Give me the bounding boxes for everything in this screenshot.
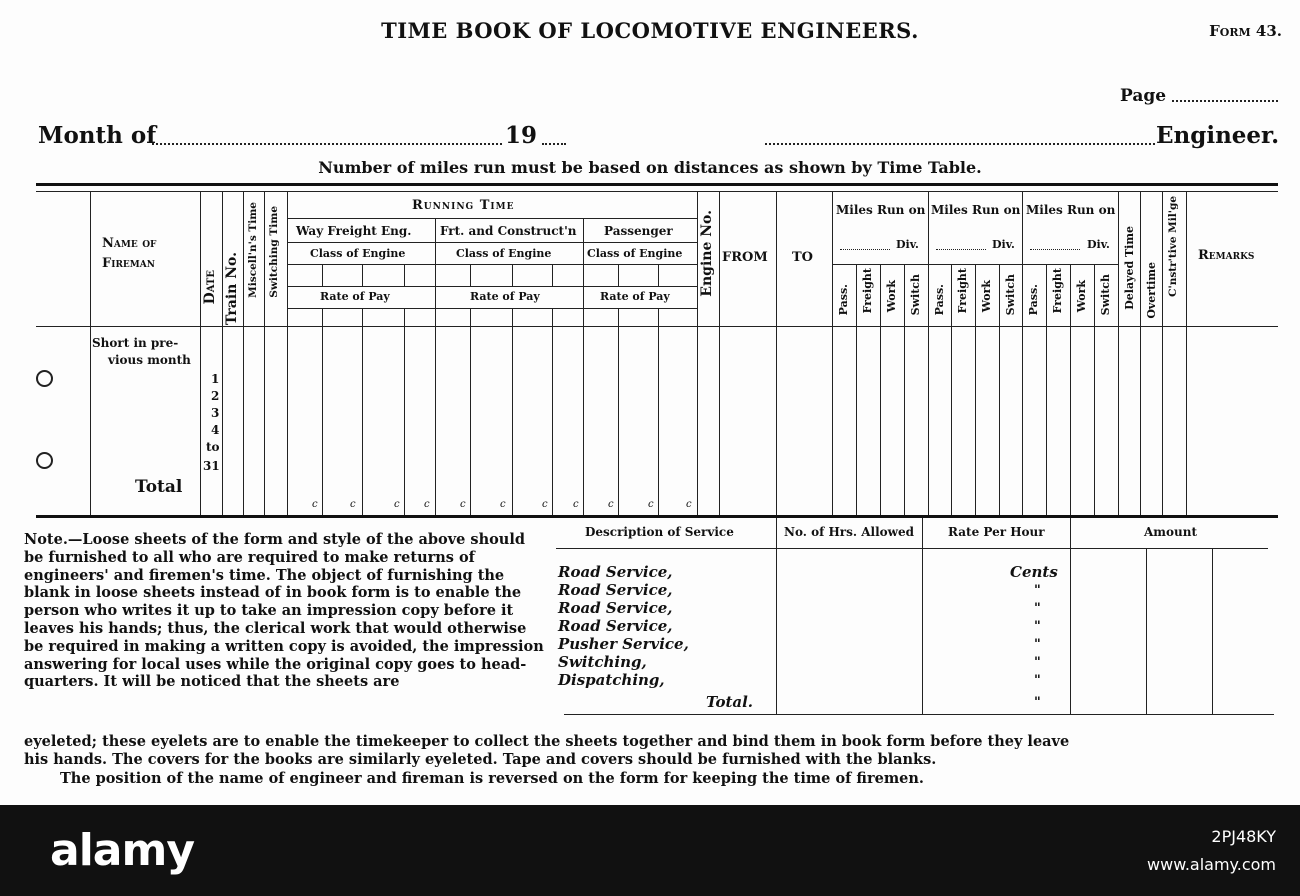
- service-col-line: [1070, 518, 1071, 714]
- switching-time-header: Switching Time: [268, 206, 280, 298]
- engine-no-header: Engine No.: [699, 210, 715, 297]
- brand-logo: alamy: [50, 825, 194, 876]
- service-col-line: [1212, 548, 1213, 714]
- train-no-header: Train No.: [224, 252, 240, 325]
- div-blank[interactable]: [936, 248, 986, 250]
- miles-run-on-header: Miles Run on: [1026, 203, 1116, 217]
- note-continuation: eyeleted; these eyelets are to enable the timekeeper to collect the sheets together and bind them in book form before they leave: [24, 733, 1070, 750]
- sub-line: [658, 308, 659, 515]
- watermark-footer: [0, 805, 1300, 896]
- ditto-mark: ": [1034, 695, 1041, 710]
- year-prefix: 19: [505, 122, 538, 149]
- div-label: Div.: [896, 238, 919, 251]
- constructive-mileage-header: C'nstr'tive Mil'ge: [1167, 196, 1179, 297]
- rate-of-pay: Rate of Pay: [600, 290, 670, 303]
- ditto-mark: ": [1034, 619, 1041, 634]
- col-line: [776, 191, 777, 515]
- running-time-rule: [287, 218, 697, 219]
- miles-run-on-header: Miles Run on: [931, 203, 1021, 217]
- miles-run-on-header: Miles Run on: [836, 203, 926, 217]
- cent-mark: c: [394, 499, 400, 510]
- engineer-blank[interactable]: [765, 143, 1155, 145]
- day-number: 2: [211, 389, 220, 403]
- col-line: [1118, 191, 1119, 515]
- ditto-mark: ": [1034, 655, 1041, 670]
- miles-col-switch: Switch: [909, 274, 922, 316]
- sub-line: [322, 264, 323, 286]
- month-label: Month of: [38, 122, 157, 149]
- service-col-line: [776, 518, 777, 714]
- short-in-previous-label-2: vious month: [108, 353, 191, 367]
- table-bottom-rule: [36, 515, 1278, 518]
- col-line: [1094, 264, 1095, 515]
- table-top-rule: [36, 183, 1278, 186]
- group-name: Way Freight Eng.: [296, 224, 412, 238]
- div-blank[interactable]: [840, 248, 890, 250]
- form-number: Form 43.: [1209, 22, 1282, 40]
- short-in-previous-label: Short in pre-: [92, 336, 179, 350]
- cent-mark: c: [424, 499, 430, 510]
- sub-line: [552, 264, 553, 286]
- ditto-mark: ": [1034, 637, 1041, 652]
- miles-col-freight: Freight: [956, 268, 969, 314]
- cents-label: Cents: [1010, 563, 1058, 581]
- cent-mark: c: [542, 499, 548, 510]
- col-line: [90, 191, 91, 515]
- site-url: www.alamy.com: [1147, 855, 1276, 874]
- running-time-header: Running Time: [412, 198, 515, 213]
- col-line: [1022, 191, 1023, 515]
- rate-rule: [287, 308, 697, 309]
- cent-mark: c: [573, 499, 579, 510]
- service-col-line: [1146, 548, 1147, 714]
- sub-line: [512, 264, 513, 286]
- group-name: Passenger: [604, 224, 673, 238]
- group-rule: [287, 242, 697, 243]
- engineer-label: Engineer.: [1156, 122, 1280, 149]
- date-header: Date: [202, 270, 218, 305]
- service-row: Pusher Service,: [558, 635, 689, 653]
- col-line: [719, 191, 720, 515]
- note-continuation-2: his hands. The covers for the books are similarly eyeleted. Tape and covers should be furnished with the blanks.: [24, 751, 937, 768]
- delayed-time-header: Delayed Time: [1123, 226, 1136, 310]
- class-of-engine: Class of Engine: [310, 247, 406, 260]
- class-of-engine: Class of Engine: [456, 247, 552, 260]
- ditto-mark: ": [1034, 673, 1041, 688]
- sub-line: [512, 308, 513, 515]
- col-line: [832, 191, 833, 515]
- service-row: Road Service,: [558, 617, 673, 635]
- binding-hole: [36, 452, 53, 469]
- col-line: [243, 191, 244, 515]
- miles-col-switch: Switch: [1099, 274, 1112, 316]
- total-label: Total: [135, 477, 183, 497]
- page-blank[interactable]: [1172, 100, 1278, 102]
- remarks-header: Remarks: [1198, 248, 1255, 263]
- div-label: Div.: [1087, 238, 1110, 251]
- cent-mark: c: [500, 499, 506, 510]
- sub-line: [618, 264, 619, 286]
- sub-line: [618, 308, 619, 515]
- cent-mark: c: [350, 499, 356, 510]
- group-name: Frt. and Construct'n: [440, 224, 577, 238]
- service-header-amount: Amount: [1144, 525, 1198, 539]
- div-label: Div.: [992, 238, 1015, 251]
- sub-line: [362, 308, 363, 515]
- sub-line: [362, 264, 363, 286]
- cent-mark: c: [608, 499, 614, 510]
- service-row: Road Service,: [558, 581, 673, 599]
- col-line: [1186, 191, 1187, 515]
- col-line: [975, 264, 976, 515]
- service-header-rate: Rate Per Hour: [948, 525, 1045, 539]
- class-rule: [287, 264, 697, 265]
- miles-sub-rule: [832, 264, 1118, 265]
- cent-mark: c: [460, 499, 466, 510]
- day-number: 4: [211, 423, 220, 437]
- col-line: [697, 191, 698, 515]
- class-values-rule: [287, 286, 697, 287]
- service-row: Road Service,: [558, 563, 673, 581]
- miles-col-work: Work: [1075, 280, 1088, 313]
- col-line: [200, 191, 201, 515]
- cent-mark: c: [312, 499, 318, 510]
- col-line: [1070, 264, 1071, 515]
- binding-hole: [36, 370, 53, 387]
- col-line: [583, 218, 584, 515]
- cent-mark: c: [648, 499, 654, 510]
- col-line: [435, 218, 436, 515]
- sub-line: [658, 264, 659, 286]
- service-header-rule: [556, 548, 1268, 549]
- service-header-hours: No. of Hrs. Allowed: [784, 525, 915, 539]
- service-header-description: Description of Service: [585, 525, 734, 539]
- day-number: 31: [203, 459, 220, 473]
- col-line: [928, 191, 929, 515]
- fireman-header: Name of: [102, 236, 157, 251]
- overtime-header: Overtime: [1145, 262, 1158, 319]
- col-line: [951, 264, 952, 515]
- miles-col-work: Work: [885, 280, 898, 313]
- miles-col-pass: Pass.: [1027, 284, 1040, 316]
- col-line: [999, 264, 1000, 515]
- form-title: TIME BOOK OF LOCOMOTIVE ENGINEERS.: [381, 18, 919, 43]
- service-col-line: [922, 518, 923, 714]
- fireman-header-2: Fireman: [102, 256, 155, 271]
- col-line: [1162, 191, 1163, 515]
- service-row: Road Service,: [558, 599, 673, 617]
- service-row: Dispatching,: [558, 671, 665, 689]
- col-line: [904, 264, 905, 515]
- rate-of-pay: Rate of Pay: [470, 290, 540, 303]
- month-blank[interactable]: [152, 143, 502, 145]
- miles-col-work: Work: [980, 280, 993, 313]
- subtitle: Number of miles run must be based on distances as shown by Time Table.: [318, 158, 982, 177]
- sub-line: [470, 264, 471, 286]
- cent-mark: c: [686, 499, 692, 510]
- col-line: [222, 191, 223, 515]
- miles-col-pass: Pass.: [837, 284, 850, 316]
- service-total-label: Total.: [706, 693, 754, 711]
- note-paragraph: Note.—Loose sheets of the form and style of the above should be furnished to all who are required to make returns of engineers' and firemen's time. The object of furnishing the blank in loose sheets instead of in book form is to enable the person who writes it up to take an impression copy before it leaves his hands; thus, the clerical work that would otherwise be required in making a written copy is avoided, the impression answering for local uses while the original copy goes to head-quarters. It will be noticed that the sheets are: [24, 531, 544, 691]
- miles-col-switch: Switch: [1004, 274, 1017, 316]
- page-label: Page: [1120, 86, 1167, 106]
- class-of-engine: Class of Engine: [587, 247, 683, 260]
- miles-col-pass: Pass.: [933, 284, 946, 316]
- image-id: 2PJ48KY: [1211, 827, 1276, 846]
- col-line: [287, 191, 288, 515]
- day-number: to: [206, 440, 220, 454]
- sub-line: [404, 308, 405, 515]
- sub-line: [404, 264, 405, 286]
- col-line: [1140, 191, 1141, 515]
- note-final-line: The position of the name of engineer and fireman is reversed on the form for keeping the time of firemen.: [60, 770, 924, 787]
- day-number: 3: [211, 406, 220, 420]
- ditto-mark: ": [1034, 583, 1041, 598]
- ditto-mark: ": [1034, 601, 1041, 616]
- service-bottom-rule: [564, 714, 1274, 715]
- miles-col-freight: Freight: [861, 268, 874, 314]
- sub-line: [470, 308, 471, 515]
- sub-line: [322, 308, 323, 515]
- col-line: [856, 264, 857, 515]
- service-row: Switching,: [558, 653, 647, 671]
- col-line: [880, 264, 881, 515]
- rate-of-pay: Rate of Pay: [320, 290, 390, 303]
- miles-col-freight: Freight: [1051, 268, 1064, 314]
- col-line: [264, 191, 265, 515]
- day-number: 1: [211, 372, 220, 386]
- div-blank[interactable]: [1030, 248, 1080, 250]
- miscell-time-header: Miscell'n's Time: [247, 202, 259, 298]
- to-header: TO: [792, 250, 813, 265]
- sub-line: [552, 308, 553, 515]
- year-blank[interactable]: [542, 143, 566, 145]
- col-line: [1046, 264, 1047, 515]
- from-header: FROM: [722, 250, 768, 265]
